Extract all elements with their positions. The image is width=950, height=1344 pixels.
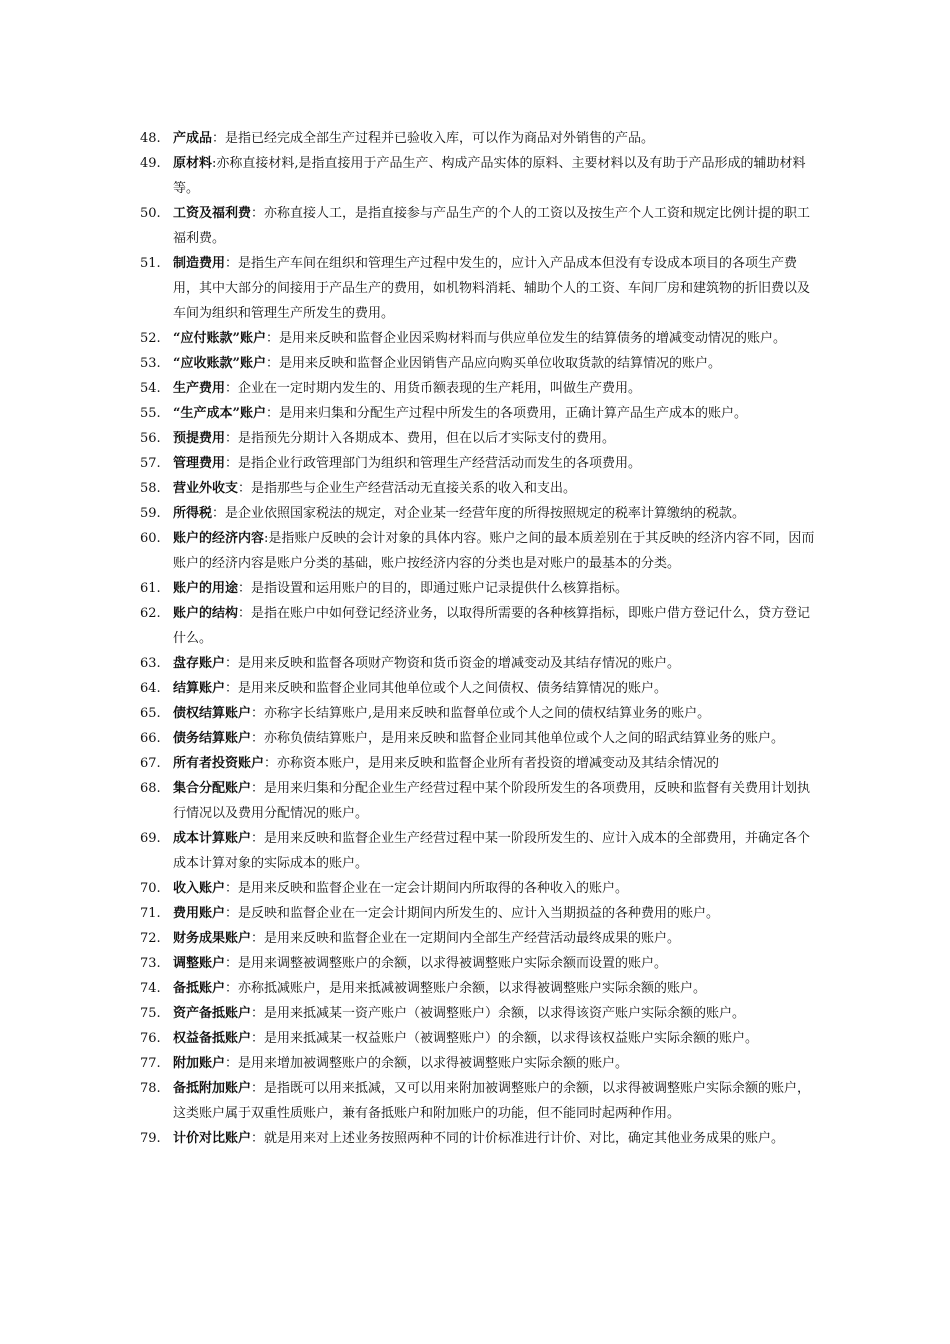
entry-number: 63. <box>140 656 161 671</box>
entry-definition: 亦称直接人工，是指直接参与产品生产的个人的工资以及按生产个人工资和规定比例计提的职工福利费。 <box>173 206 811 246</box>
glossary-entry <box>140 1001 820 1026</box>
entry-number: 59. <box>140 506 161 521</box>
entry-definition: 是用来调整被调整账户的余额，以求得被调整账户实际余额而设置的账户。 <box>238 956 668 971</box>
entry-number: 61. <box>140 581 161 596</box>
entry-number: 79. <box>140 1131 161 1146</box>
entry-number: 55. <box>140 406 161 421</box>
entry-separator: ： <box>212 131 226 146</box>
entry-definition: 是指生产车间在组织和管理生产过程中发生的，应计入产品成本但没有专设成本项目的各项生产费用，其中大部分的间接用于产品生产的费用，如机物料消耗、辅助个人的工资、车间厂房和建筑物的折旧费以及车间为组织和管理生产所发生的费用。 <box>173 256 811 321</box>
glossary-entry <box>140 151 820 201</box>
entry-separator: ： <box>225 656 239 671</box>
entry-definition: 是用来增加被调整账户的余额，以求得被调整账户实际余额的账户。 <box>238 1056 629 1071</box>
entry-term: “生产成本”账户 <box>173 406 266 421</box>
entry-number: 69. <box>140 831 161 846</box>
glossary-entry <box>140 526 820 576</box>
entry-term: 工资及福利费 <box>173 206 252 221</box>
entry-term: 资产备抵账户 <box>173 1006 252 1021</box>
entry-separator: ： <box>225 381 239 396</box>
entry-separator: ： <box>251 706 265 721</box>
entry-separator: ： <box>225 956 239 971</box>
entry-separator: ： <box>251 1031 265 1046</box>
glossary-entry <box>140 401 820 426</box>
glossary-entry <box>140 426 820 451</box>
entry-number: 65. <box>140 706 161 721</box>
entry-number: 70. <box>140 881 161 896</box>
entry-number: 64. <box>140 681 161 696</box>
entry-number: 50. <box>140 206 161 221</box>
glossary-entry <box>140 476 820 501</box>
glossary-entry <box>140 501 820 526</box>
entry-separator: ： <box>225 881 239 896</box>
entry-definition: 是用来反映和监督企业同其他单位或个人之间债权、债务结算情况的账户。 <box>238 681 668 696</box>
entry-definition: 是指那些与企业生产经营活动无直接关系的收入和支出。 <box>251 481 577 496</box>
entry-term: 调整账户 <box>173 956 226 971</box>
entry-separator: ： <box>238 481 252 496</box>
entry-number: 57. <box>140 456 161 471</box>
entry-definition: 亦称抵减账户，是用来抵减被调整账户余额，以求得被调整账户实际余额的账户。 <box>238 981 707 996</box>
entry-number: 52. <box>140 331 161 346</box>
entry-number: 75. <box>140 1006 161 1021</box>
entry-definition: 是指在账户中如何登记经济业务，以取得所需要的各种核算指标，即账户借方登记什么，贷方登记什么。 <box>173 606 811 646</box>
glossary-entry <box>140 1051 820 1076</box>
entry-definition: 是用来反映和监督企业在一定会计期间内所取得的各种收入的账户。 <box>238 881 629 896</box>
entry-term: 账户的结构 <box>173 606 239 621</box>
entry-term: 账户的用途 <box>173 581 239 596</box>
entry-term: 附加账户 <box>173 1056 226 1071</box>
glossary-entry <box>140 651 820 676</box>
entry-number: 67. <box>140 756 161 771</box>
entry-definition: 亦称负债结算账户，是用来反映和监督企业同其他单位或个人之间的昭武结算业务的账户。 <box>264 731 785 746</box>
entry-term: 权益备抵账户 <box>173 1031 252 1046</box>
glossary-entry <box>140 1076 820 1126</box>
entry-separator: ： <box>225 431 239 446</box>
entry-number: 72. <box>140 931 161 946</box>
entry-term: 费用账户 <box>173 906 226 921</box>
glossary-entry <box>140 951 820 976</box>
glossary-entry <box>140 726 820 751</box>
entry-definition: 是用来反映和监督企业在一定期间内全部生产经营活动最终成果的账户。 <box>264 931 681 946</box>
entry-definition: 是用来反映和监督企业生产经营过程中某一阶段所发生的、应计入成本的全部费用，并确定各个成本计算对象的实际成本的账户。 <box>173 831 811 871</box>
entry-term: 账户的经济内容 <box>173 531 265 546</box>
glossary-entry <box>140 251 820 326</box>
entry-term: 原材料 <box>173 156 213 171</box>
entry-term: 营业外收支 <box>173 481 239 496</box>
entry-number: 77. <box>140 1056 161 1071</box>
entry-definition: 是用来抵减某一权益账户（被调整账户）的余额，以求得该权益账户实际余额的账户。 <box>264 1031 759 1046</box>
entry-separator: : <box>264 531 269 546</box>
entry-definition: 是用来反映和监督企业因采购材料而与供应单位发生的结算债务的增减变动情况的账户。 <box>278 331 786 346</box>
glossary-entry <box>140 376 820 401</box>
entry-definition: 企业在一定时期内发生的、用货币额表现的生产耗用，叫做生产费用。 <box>238 381 642 396</box>
entry-definition: 是用来反映和监督各项财产物资和货币资金的增减变动及其结存情况的账户。 <box>238 656 681 671</box>
glossary-entry <box>140 701 820 726</box>
entry-separator: ： <box>225 456 239 471</box>
entry-number: 66. <box>140 731 161 746</box>
entry-term: 制造费用 <box>173 256 226 271</box>
glossary-entry <box>140 576 820 601</box>
entry-number: 48. <box>140 131 161 146</box>
entry-number: 74. <box>140 981 161 996</box>
entry-separator: ： <box>225 981 239 996</box>
entry-number: 58. <box>140 481 161 496</box>
entry-definition: 亦称直接材料,是指直接用于产品生产、构成产品实体的原料、主要材料以及有助于产品形成的辅助材料等。 <box>173 156 806 196</box>
entry-term: 财务成果账户 <box>173 931 252 946</box>
entry-term: 备抵附加账户 <box>173 1081 252 1096</box>
entry-term: 产成品 <box>173 131 213 146</box>
entry-number: 73. <box>140 956 161 971</box>
entry-term: 所有者投资账户 <box>173 756 265 771</box>
entry-term: 管理费用 <box>173 456 226 471</box>
entry-number: 56. <box>140 431 161 446</box>
entry-number: 49. <box>140 156 161 171</box>
entry-term: 债务结算账户 <box>173 731 252 746</box>
entry-term: 所得税 <box>173 506 213 521</box>
entry-definition: 亦称资本账户，是用来反映和监督企业所有者投资的增减变动及其结余情况的 <box>277 756 720 771</box>
entry-term: 债权结算账户 <box>173 706 252 721</box>
entry-separator: ： <box>251 931 265 946</box>
entry-definition: 亦称字长结算账户,是用来反映和监督单位或个人之间的债权结算业务的账户。 <box>264 706 711 721</box>
glossary-entry <box>140 326 820 351</box>
glossary-entry <box>140 751 820 776</box>
entry-term: 集合分配账户 <box>173 781 252 796</box>
entry-definition: 就是用来对上述业务按照两种不同的计价标准进行计价、对比，确定其他业务成果的账户。 <box>264 1131 785 1146</box>
glossary-entry <box>140 1026 820 1051</box>
entry-term: 结算账户 <box>173 681 226 696</box>
entry-number: 68. <box>140 781 161 796</box>
entry-number: 76. <box>140 1031 161 1046</box>
glossary-entry <box>140 926 820 951</box>
entry-separator: ： <box>265 356 279 371</box>
entry-term: 收入账户 <box>173 881 226 896</box>
glossary-entry <box>140 976 820 1001</box>
entry-number: 62. <box>140 606 161 621</box>
entry-definition: 是指设置和运用账户的目的，即通过账户记录提供什么核算指标。 <box>251 581 629 596</box>
glossary-entry <box>140 451 820 476</box>
entry-number: 51. <box>140 256 161 271</box>
entry-separator: ： <box>251 731 265 746</box>
glossary-entry <box>140 876 820 901</box>
entry-definition: 是反映和监督企业在一定会计期间内所发生的、应计入当期损益的各种费用的账户。 <box>238 906 720 921</box>
glossary-entry <box>140 776 820 826</box>
entry-definition: 是指已经完成全部生产过程并已验收入库，可以作为商品对外销售的产品。 <box>225 131 655 146</box>
entry-definition: 是用来反映和监督企业因销售产品应向购买单位收取货款的结算情况的账户。 <box>278 356 721 371</box>
entry-separator: ： <box>265 406 279 421</box>
entry-separator: ： <box>238 581 252 596</box>
glossary-entry <box>140 351 820 376</box>
entry-separator: ： <box>251 1131 265 1146</box>
entry-number: 53. <box>140 356 161 371</box>
glossary-entry <box>140 901 820 926</box>
entry-term: 生产费用 <box>173 381 226 396</box>
entry-separator: ： <box>238 606 252 621</box>
entry-number: 54. <box>140 381 161 396</box>
entry-definition: 是指账户反映的会计对象的具体内容。账户之间的最本质差别在于其反映的经济内容不同，因而账户的经济内容是账户分类的基础，账户按经济内容的分类也是对账户的最基本的分类。 <box>173 531 815 571</box>
entry-term: 备抵账户 <box>173 981 226 996</box>
entry-separator: ： <box>265 331 279 346</box>
entry-separator: ： <box>264 756 278 771</box>
glossary-entry <box>140 676 820 701</box>
entry-separator: ： <box>212 506 226 521</box>
entry-definition: 是指既可以用来抵减，又可以用来附加被调整账户的余额，以求得被调整账户实际余额的账户，这类账户属于双重性质账户，兼有备抵账户和附加账户的功能，但不能同时起两种作用。 <box>173 1081 811 1121</box>
entry-term: 盘存账户 <box>173 656 226 671</box>
entry-separator: ： <box>251 781 265 796</box>
entry-separator: ： <box>251 206 265 221</box>
entry-separator: ： <box>225 681 239 696</box>
entry-separator: ： <box>251 1006 265 1021</box>
glossary-entry <box>140 1126 820 1151</box>
glossary-entry <box>140 601 820 651</box>
entry-definition: 是指企业行政管理部门为组织和管理生产经营活动而发生的各项费用。 <box>238 456 642 471</box>
glossary-entry <box>140 126 820 151</box>
entry-separator: ： <box>225 1056 239 1071</box>
entry-term: 预提费用 <box>173 431 226 446</box>
entry-definition: 是用来归集和分配生产过程中所发生的各项费用，正确计算产品生产成本的账户。 <box>278 406 747 421</box>
entry-separator: ： <box>225 256 239 271</box>
entry-definition: 是用来归集和分配企业生产经营过程中某个阶段所发生的各项费用，反映和监督有关费用计划执行情况以及费用分配情况的账户。 <box>173 781 811 821</box>
glossary-entry <box>140 201 820 251</box>
entry-term: 成本计算账户 <box>173 831 252 846</box>
entry-separator: : <box>212 156 217 171</box>
entry-definition: 是指预先分期计入各期成本、费用，但在以后才实际支付的费用。 <box>238 431 616 446</box>
entry-number: 78. <box>140 1081 161 1096</box>
entry-definition: 是用来抵减某一资产账户（被调整账户）余额，以求得该资产账户实际余额的账户。 <box>264 1006 746 1021</box>
entry-definition: 是企业依照国家税法的规定，对企业某一经营年度的所得按照规定的税率计算缴纳的税款。 <box>225 506 746 521</box>
entry-number: 60. <box>140 531 161 546</box>
entry-term: 计价对比账户 <box>173 1131 252 1146</box>
entry-term: “应收账款”账户 <box>173 356 266 371</box>
glossary-list <box>140 126 820 1151</box>
entry-separator: ： <box>225 906 239 921</box>
entry-separator: ： <box>251 831 265 846</box>
glossary-entry <box>140 826 820 876</box>
entry-separator: ： <box>251 1081 265 1096</box>
entry-term: “应付账款”账户 <box>173 331 266 346</box>
entry-number: 71. <box>140 906 161 921</box>
